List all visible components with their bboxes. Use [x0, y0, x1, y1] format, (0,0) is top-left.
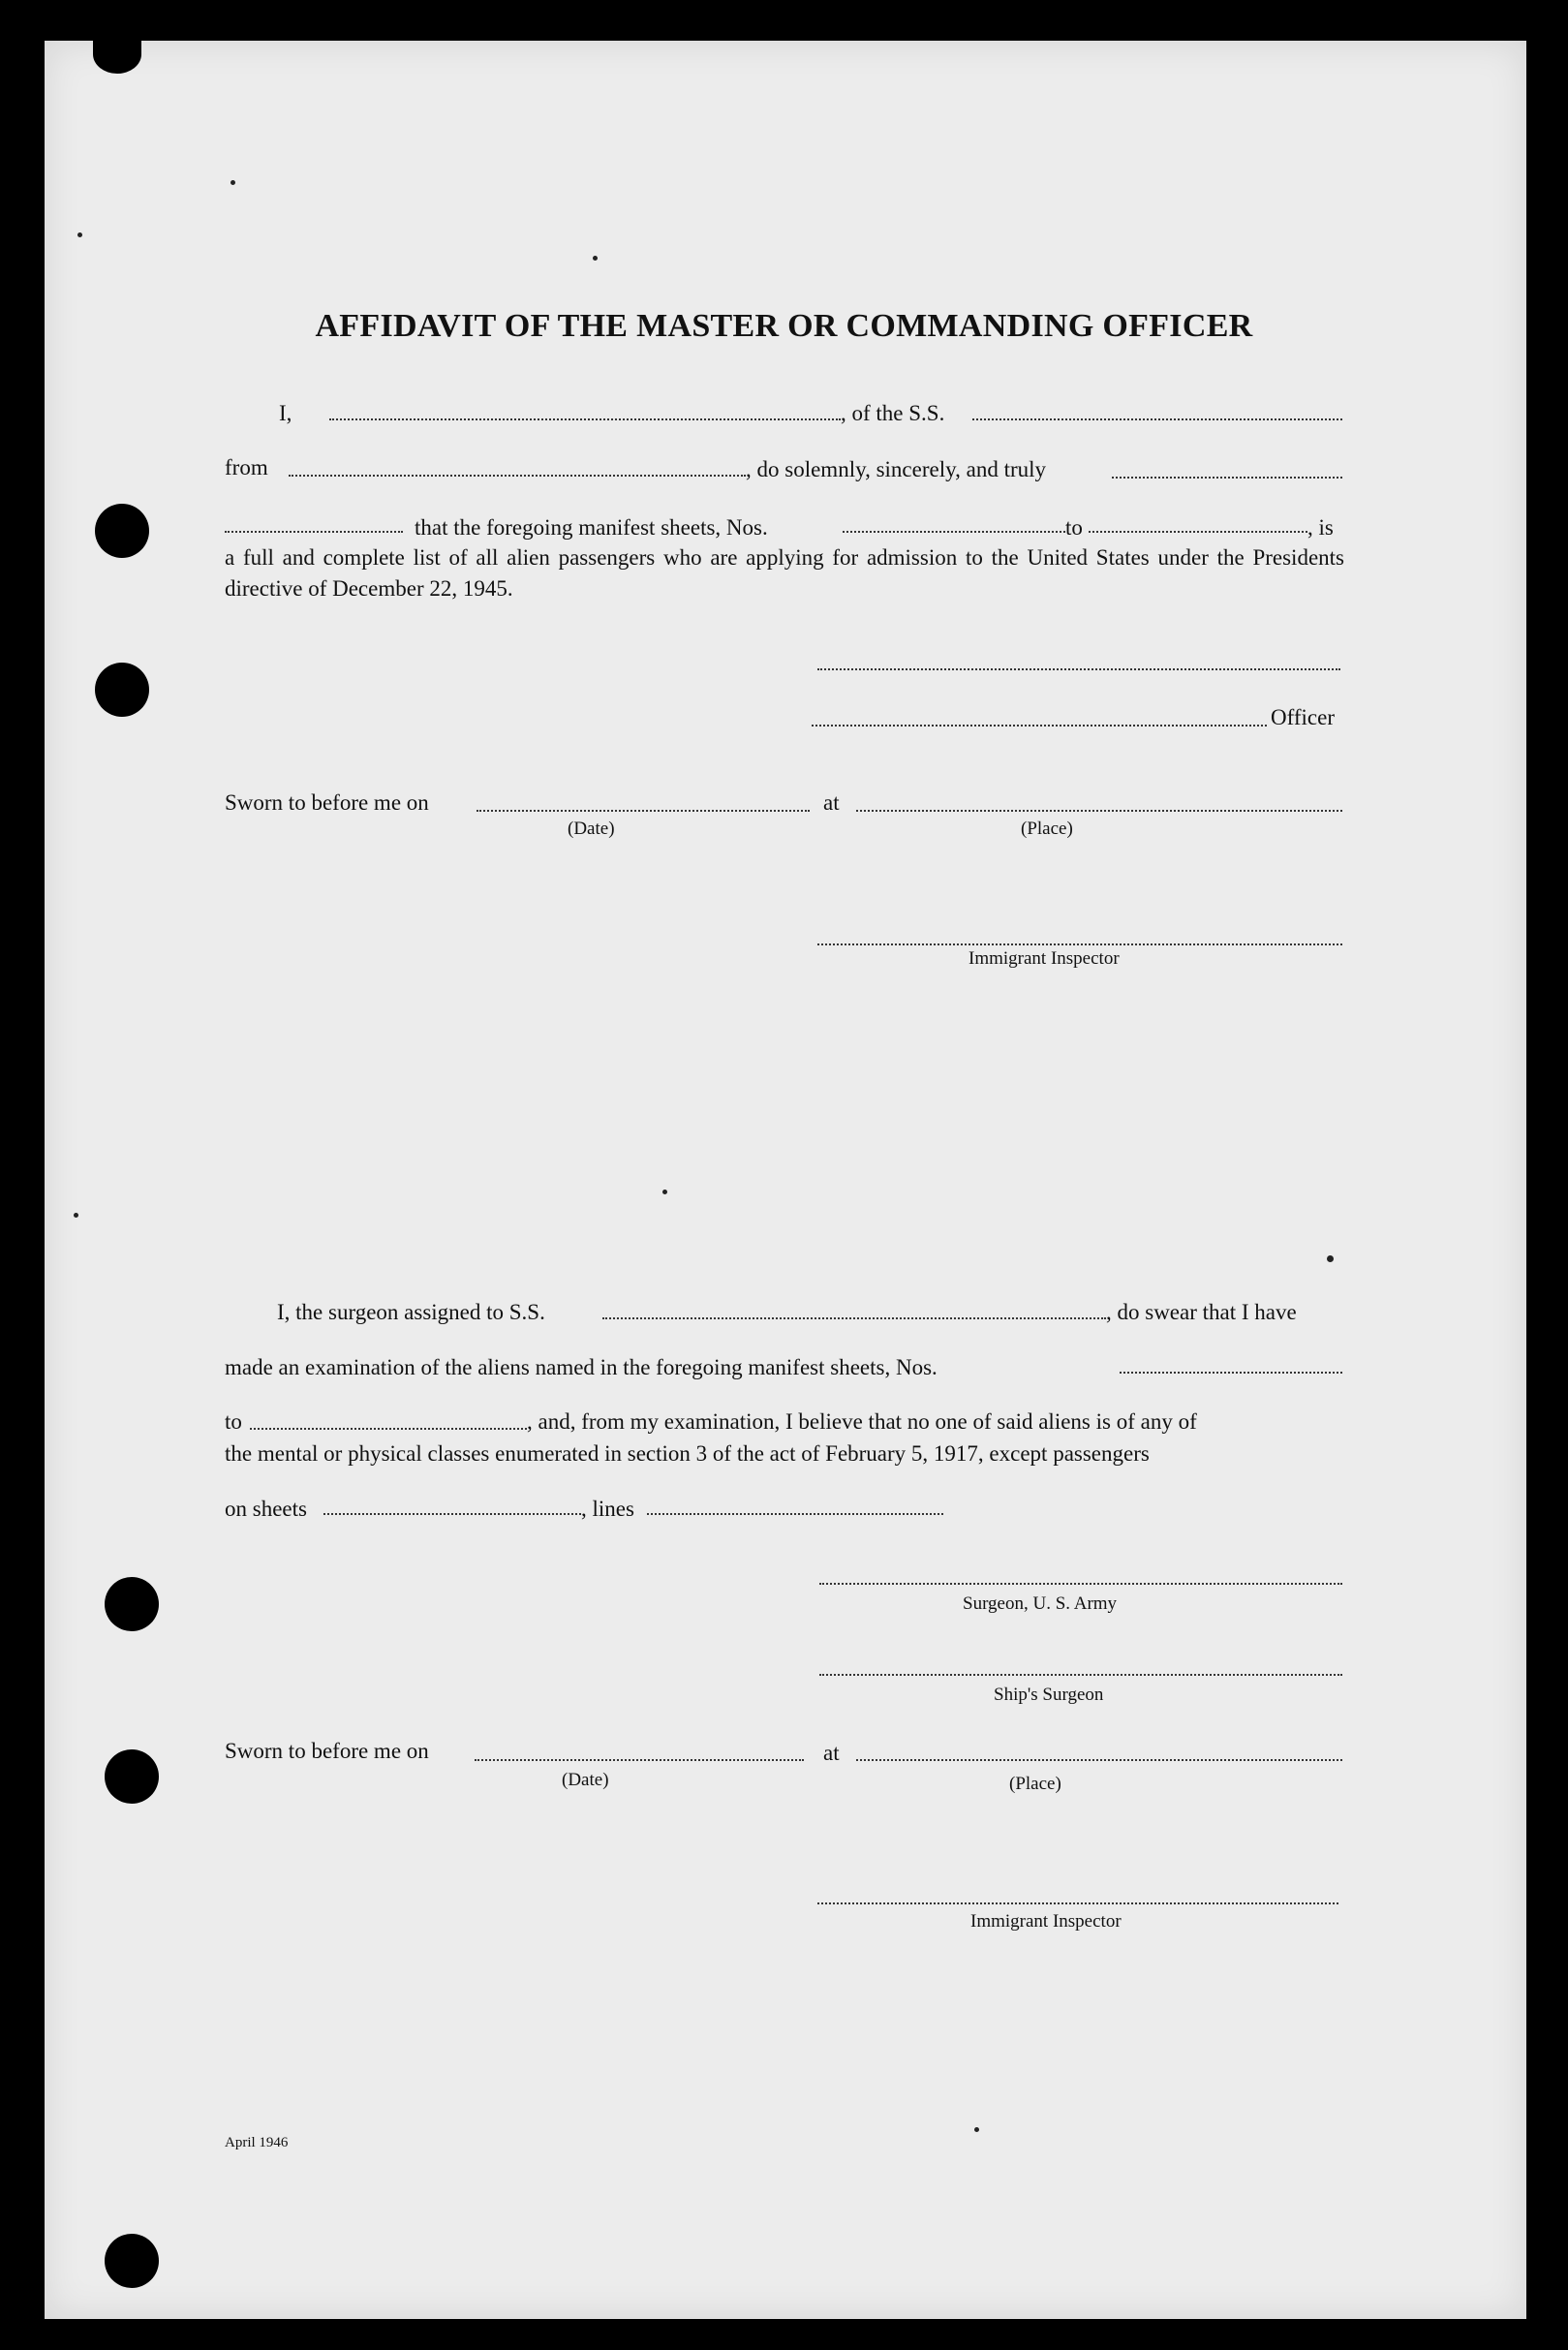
speck — [74, 1213, 78, 1218]
surgeon-date-caption: (Date) — [562, 1770, 609, 1790]
master-i-label: I, — [279, 401, 292, 425]
master-inspector-line[interactable] — [817, 943, 1342, 945]
master-sworn-place-field[interactable] — [856, 810, 1342, 812]
master-of-ss-label: , of the S.S. — [841, 401, 945, 425]
master-sheet-from-field[interactable] — [843, 531, 1065, 533]
master-oath-field-cont[interactable] — [225, 531, 403, 533]
officer-field[interactable] — [812, 725, 1267, 727]
form-date: April 1946 — [225, 2135, 289, 2150]
surgeon-lines-label: , lines — [581, 1497, 634, 1521]
master-at-label: at — [823, 790, 840, 815]
master-is-label: , is — [1307, 515, 1334, 540]
surgeon-inspector-line[interactable] — [817, 1902, 1338, 1904]
surgeon-sheet-from-field[interactable] — [1120, 1372, 1342, 1374]
surgeon-sheets-field[interactable] — [323, 1513, 581, 1515]
master-place-caption: (Place) — [1021, 819, 1073, 839]
master-sheet-to-field[interactable] — [1089, 531, 1307, 533]
surgeon-at-label: at — [823, 1741, 840, 1765]
surgeon-swear-label: , do swear that I have — [1106, 1300, 1297, 1324]
punch-hole — [95, 504, 149, 558]
master-sworn-date-field[interactable] — [477, 810, 810, 812]
surgeon-exam-label: made an examination of the aliens named in the foregoing manifest sheets, Nos. — [225, 1355, 938, 1379]
speck — [1327, 1255, 1334, 1262]
army-surgeon-caption: Surgeon, U. S. Army — [963, 1593, 1118, 1614]
surgeon-sworn-place-field[interactable] — [856, 1759, 1342, 1761]
surgeon-sheet-to-field[interactable] — [250, 1428, 527, 1430]
army-surgeon-line[interactable] — [819, 1583, 1342, 1585]
ships-surgeon-caption: Ship's Surgeon — [994, 1685, 1104, 1705]
punch-hole — [105, 1749, 159, 1804]
master-name-field[interactable] — [329, 418, 841, 420]
surgeon-ship-field[interactable] — [602, 1317, 1106, 1319]
surgeon-sworn-date-field[interactable] — [475, 1759, 804, 1761]
speck — [662, 1190, 667, 1194]
master-oath-field[interactable] — [1112, 477, 1342, 479]
master-inspector-caption: Immigrant Inspector — [968, 948, 1120, 969]
speck — [974, 2127, 979, 2132]
punch-hole — [93, 35, 141, 74]
master-signature-line[interactable] — [817, 668, 1340, 670]
master-from-field[interactable] — [289, 475, 746, 477]
page-title: AFFIDAVIT OF THE MASTER OR COMMANDING OFFICER — [315, 308, 1253, 344]
surgeon-intro-label: I, the surgeon assigned to S.S. — [277, 1300, 545, 1324]
punch-hole — [95, 663, 149, 717]
master-statement: a full and complete list of all alien passengers who are applying for admission to the United States under the Presidents directive of December 22, 1945. — [225, 545, 1344, 601]
master-ship-field[interactable] — [972, 418, 1342, 420]
master-date-caption: (Date) — [568, 819, 615, 839]
master-sworn-label: Sworn to before me on — [225, 790, 429, 815]
punch-hole — [105, 2234, 159, 2288]
surgeon-belief-label: , and, from my examination, I believe that no one of said aliens is of any of — [527, 1409, 1197, 1434]
surgeon-sheets-label: on sheets — [225, 1497, 307, 1521]
surgeon-lines-field[interactable] — [647, 1513, 943, 1515]
surgeon-sworn-label: Sworn to before me on — [225, 1739, 429, 1763]
master-sheets-label: that the foregoing manifest sheets, Nos. — [415, 515, 768, 540]
surgeon-inspector-caption: Immigrant Inspector — [970, 1911, 1122, 1932]
speck — [231, 180, 235, 185]
document-page — [45, 41, 1526, 2319]
master-to-label: to — [1065, 515, 1083, 540]
master-solemnly-label: , do solemnly, sincerely, and truly — [746, 457, 1047, 481]
speck — [593, 256, 598, 261]
officer-label: Officer — [1271, 705, 1335, 729]
master-from-label: from — [225, 455, 268, 479]
ships-surgeon-line[interactable] — [819, 1674, 1342, 1676]
speck — [77, 232, 82, 237]
punch-hole — [105, 1577, 159, 1631]
surgeon-to-label: to — [225, 1409, 242, 1434]
surgeon-classes-label: the mental or physical classes enumerated in section 3 of the act of February 5, 1917, except passengers — [225, 1441, 1150, 1466]
surgeon-place-caption: (Place) — [1009, 1774, 1061, 1794]
